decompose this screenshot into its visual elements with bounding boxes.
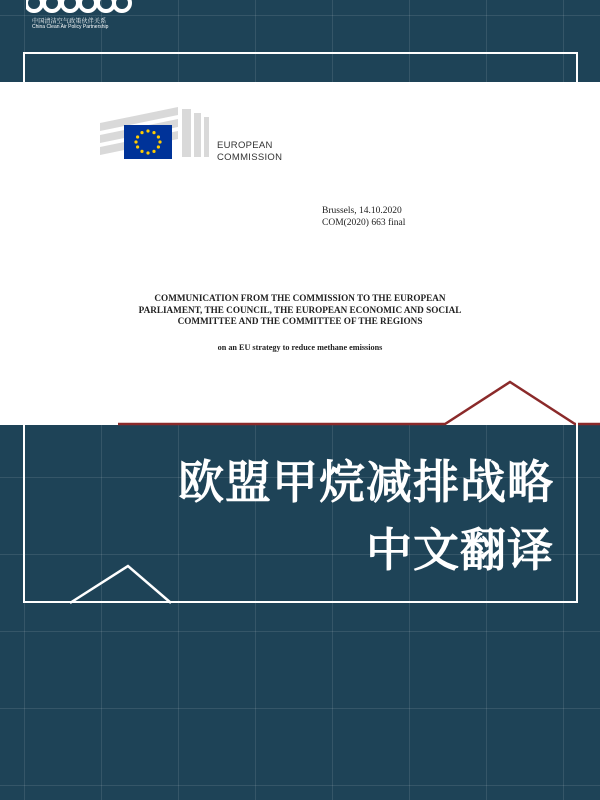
logo-english-name: China Clean Air Policy Partnership [32, 24, 109, 30]
communication-subtitle: on an EU strategy to reduce methane emissions [217, 343, 383, 352]
communication-title-line3: COMMITTEE AND THE COMMITTEE OF THE REGIONS [177, 316, 423, 327]
commission-name-line1: EUROPEAN [217, 140, 273, 151]
document-reference: COM(2020) 663 final [322, 217, 406, 228]
logo-chinese-name: 中国清洁空气政策伙伴关系 [32, 18, 107, 25]
headline-line1: 欧盟甲烷减排战略 [178, 455, 554, 509]
commission-name-line2: COMMISSION [217, 151, 283, 163]
headline-line2: 中文翻译 [366, 523, 554, 577]
communication-title-line2: PARLIAMENT, THE COUNCIL, THE EUROPEAN ECONOMIC AND SOCIAL [138, 304, 462, 315]
communication-title-line1: COMMUNICATION FROM THE COMMISSION TO THE EUROPEAN [154, 293, 446, 303]
document-place-date: Brussels, 14.10.2020 [322, 206, 402, 216]
headline [178, 448, 554, 584]
